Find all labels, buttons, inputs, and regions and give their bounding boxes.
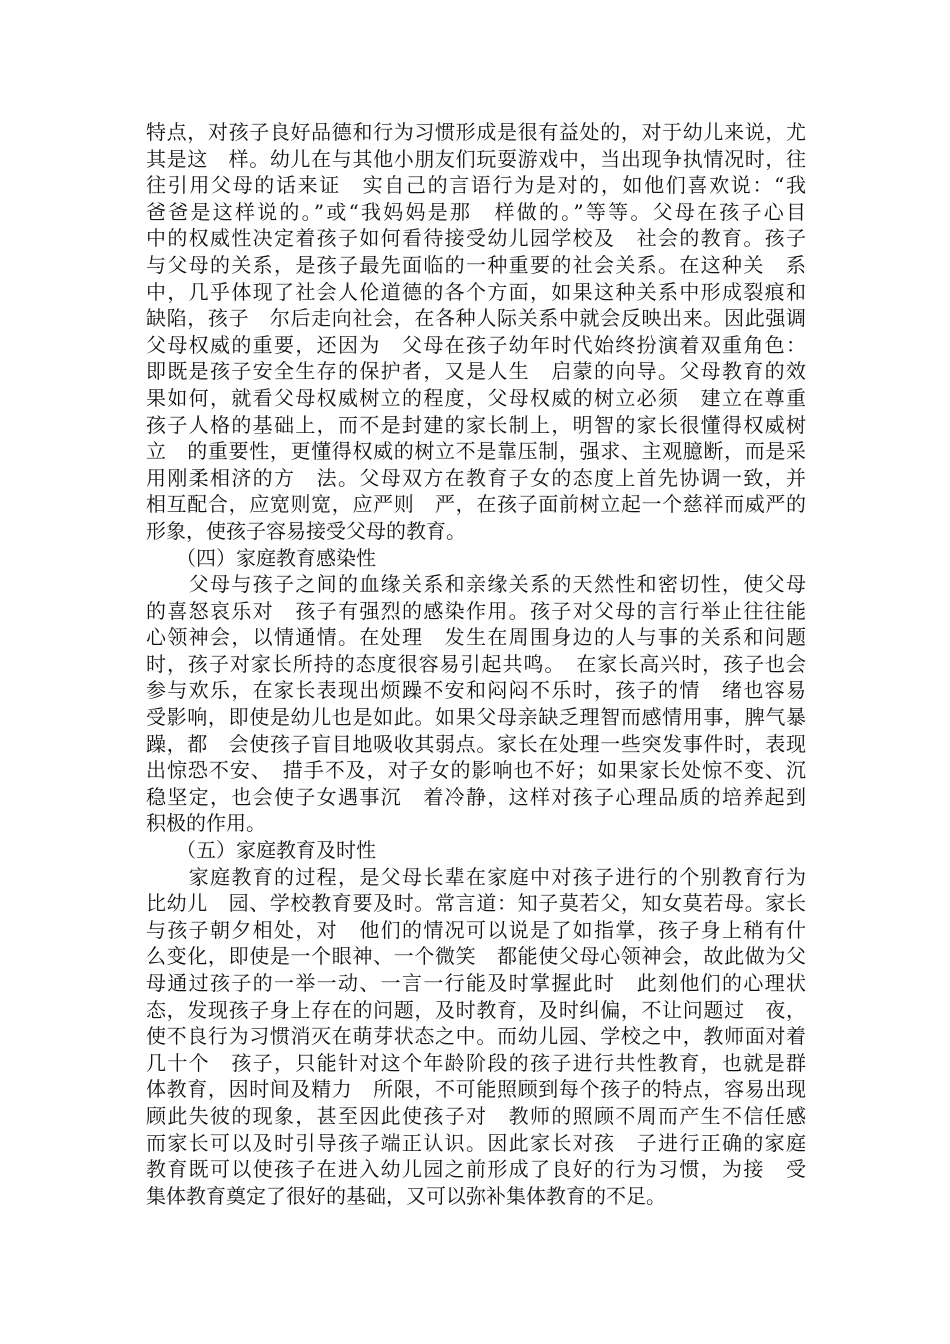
text-line: 与父母的关系，是孩子最先面临的一种重要的社会关系。在这种关 系 bbox=[146, 252, 806, 277]
section-heading: （四）家庭教育感染性 bbox=[146, 545, 376, 570]
text-line: 其是这 样。幼儿在与其他小朋友们玩耍游戏中，当出现争执情况时，往 bbox=[146, 146, 806, 171]
text-line: 的喜怒哀乐对 孩子有强烈的感染作用。孩子对父母的言行举止往往能 bbox=[146, 598, 806, 623]
text-line: 父母与孩子之间的血缘关系和亲缘关系的天然性和密切性，使父母 bbox=[146, 572, 806, 597]
text-line: 父母权威的重要，还因为 父母在孩子幼年时代始终扮演着双重角色： bbox=[146, 332, 806, 357]
text-line: 参与欢乐，在家长表现出烦躁不安和闷闷不乐时，孩子的情 绪也容易 bbox=[146, 678, 806, 703]
text-line: 躁，都 会使孩子盲目地吸收其弱点。家长在处理一些突发事件时，表现 bbox=[146, 731, 806, 756]
text-line: 缺陷，孩子 尔后走向社会，在各种人际关系中就会反映出来。因此强调 bbox=[146, 306, 806, 331]
text-line: 时，孩子对家长所持的态度很容易引起共鸣。 在家长高兴时，孩子也会 bbox=[146, 651, 806, 676]
text-line: 家庭教育的过程，是父母长辈在家庭中对孩子进行的个别教育行为 bbox=[146, 864, 806, 889]
text-line: 态，发现孩子身上存在的问题，及时教育，及时纠偏，不让问题过 夜， bbox=[146, 997, 806, 1022]
text-line: 受影响，即使是幼儿也是如此。如果父母亲缺乏理智而感情用事，脾气暴 bbox=[146, 705, 806, 730]
text-line: 出惊恐不安、 措手不及，对子女的影响也不好；如果家长处惊不变、沉 bbox=[146, 758, 806, 783]
text-line: 中，几乎体现了社会人伦道德的各个方面，如果这种关系中形成裂痕和 bbox=[146, 279, 806, 304]
text-line: 而家长可以及时引导孩子端正认识。因此家长对孩 子进行正确的家庭 bbox=[146, 1130, 806, 1155]
text-line: 与孩子朝夕相处，对 他们的情况可以说是了如指掌，孩子身上稍有什 bbox=[146, 917, 806, 942]
text-line: 体教育，因时间及精力 所限，不可能照顾到每个孩子的特点，容易出现 bbox=[146, 1077, 806, 1102]
text-line: 孩子人格的基础上，而不是封建的家长制上，明智的家长很懂得权威树 bbox=[146, 412, 806, 437]
text-line: 往引用父母的话来证 实自己的言语行为是对的，如他们喜欢说：“我 bbox=[146, 173, 806, 198]
text-line: 集体教育奠定了很好的基础，又可以弥补集体教育的不足。 bbox=[146, 1183, 666, 1208]
text-line: 教育既可以使孩子在进入幼儿园之前形成了良好的行为习惯，为接 受 bbox=[146, 1157, 806, 1182]
text-line: 果如何，就看父母权威树立的程度，父母权威的树立必须 建立在尊重 bbox=[146, 385, 806, 410]
text-line: 母通过孩子的一举一动、一言一行能及时掌握此时 此刻他们的心理状 bbox=[146, 971, 806, 995]
text-line: 相互配合，应宽则宽，应严则 严，在孩子面前树立起一个慈祥而威严的 bbox=[146, 492, 806, 517]
section-heading: （五）家庭教育及时性 bbox=[146, 838, 376, 863]
text-line: 么变化，即使是一个眼神、一个微笑 都能使父母心领神会，故此做为父 bbox=[146, 944, 806, 969]
text-line: 比幼儿 园、学校教育要及时。常言道：知子莫若父，知女莫若母。家长 bbox=[146, 891, 806, 916]
text-line: 顾此失彼的现象，甚至因此使孩子对 教师的照顾不周而产生不信任感 bbox=[146, 1103, 806, 1128]
body-text bbox=[146, 119, 806, 1209]
text-line: 用刚柔相济的方 法。父母双方在教育子女的态度上首先协调一致，并 bbox=[146, 465, 806, 490]
text-line: 即既是孩子安全生存的保护者，又是人生 启蒙的向导。父母教育的效 bbox=[146, 359, 806, 384]
text-line: 形象，使孩子容易接受父母的教育。 bbox=[146, 518, 466, 543]
text-line: 中的权威性决定着孩子如何看待接受幼儿园学校及 社会的教育。孩子 bbox=[146, 226, 806, 251]
text-line: 几十个 孩子，只能针对这个年龄阶段的孩子进行共性教育，也就是群 bbox=[146, 1050, 806, 1075]
text-line: 积极的作用。 bbox=[146, 811, 266, 836]
text-line: 稳坚定，也会使子女遇事沉 着冷静，这样对孩子心理品质的培养起到 bbox=[146, 784, 806, 809]
text-line: 心领神会，以情通情。在处理 发生在周围身边的人与事的关系和问题 bbox=[146, 625, 806, 650]
text-line: 使不良行为习惯消灭在萌芽状态之中。而幼儿园、学校之中，教师面对着 bbox=[146, 1024, 806, 1049]
text-line: 爸爸是这样说的。”或“我妈妈是那 样做的。”等等。父母在孩子心目 bbox=[146, 199, 806, 224]
text-line: 立 的重要性，更懂得权威的树立不是靠压制，强求、主观臆断，而是采 bbox=[146, 439, 806, 464]
text-line: 特点，对孩子良好品德和行为习惯形成是很有益处的，对于幼儿来说，尤 bbox=[146, 120, 806, 144]
